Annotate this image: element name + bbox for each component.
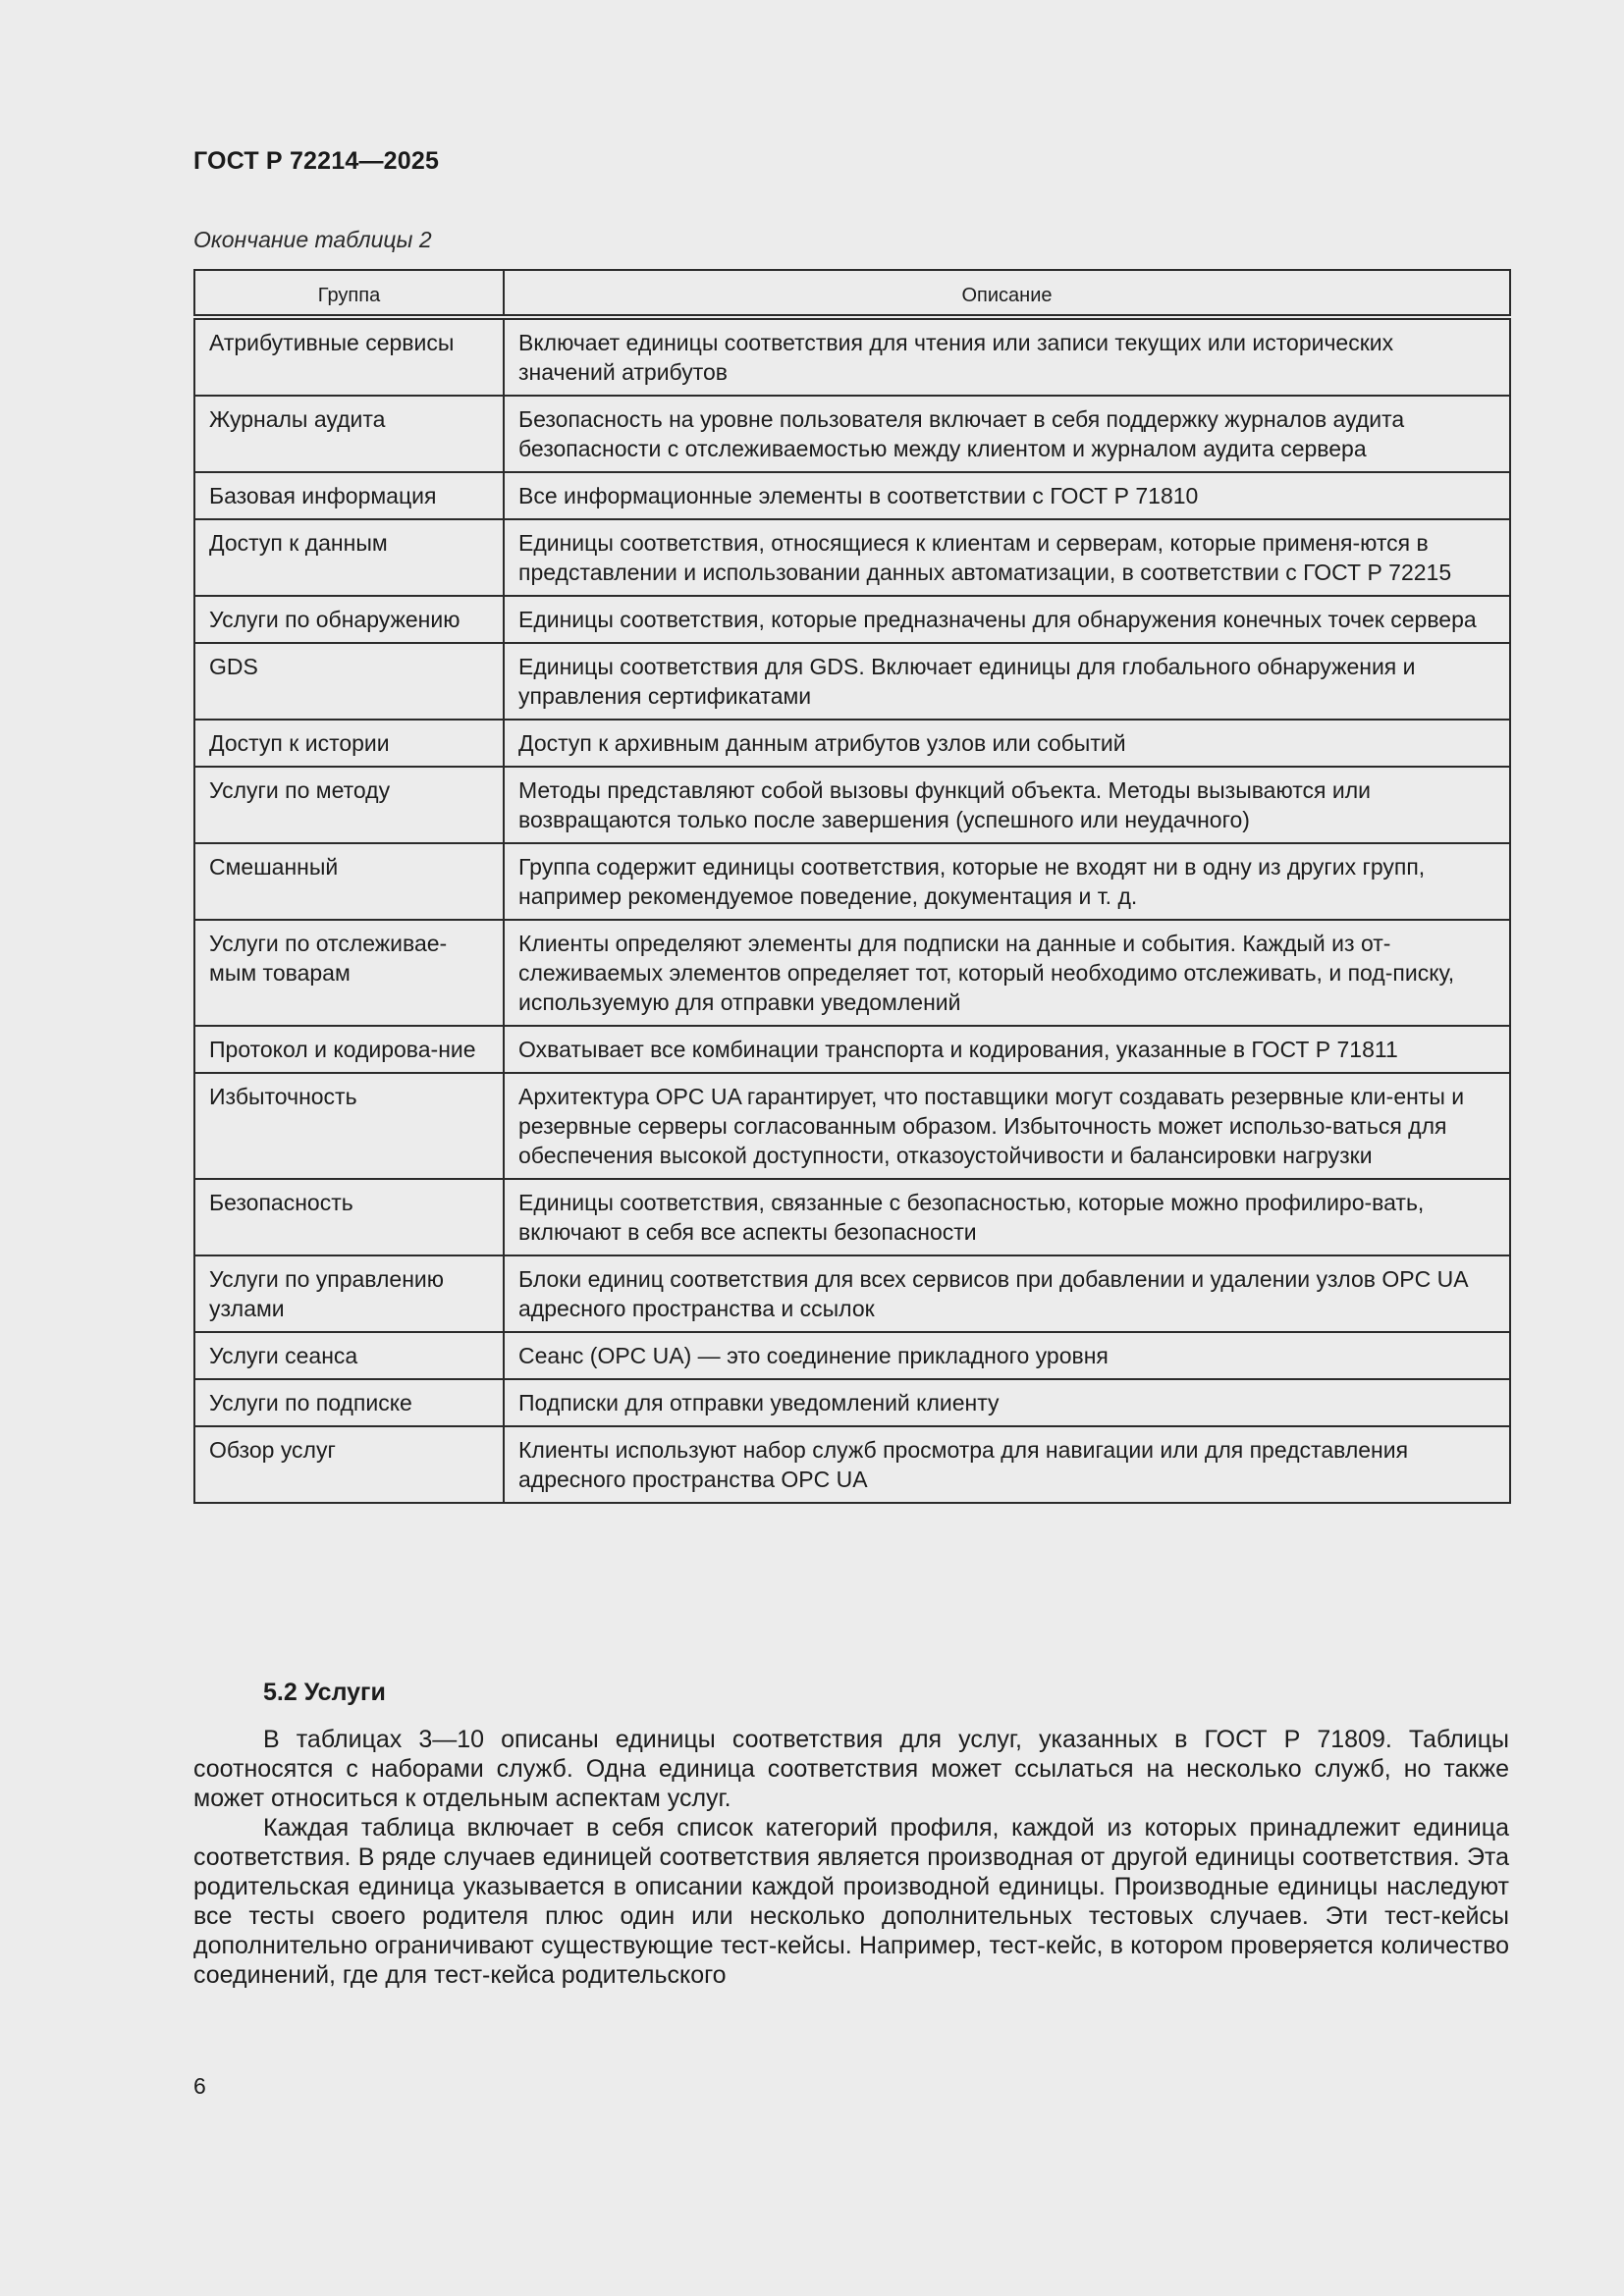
table-row <box>194 1179 1510 1255</box>
description-cell: Блоки единиц соответствия для всех сервисов при добавлении и удалении узлов OPC UA адресного пространства и ссылок <box>504 1255 1510 1332</box>
group-cell: Услуги сеанса <box>194 1332 504 1379</box>
conformance-groups-table <box>193 269 1511 1504</box>
group-cell: GDS <box>194 643 504 720</box>
table-row <box>194 1255 1510 1332</box>
description-cell: Единицы соответствия, которые предназначены для обнаружения конечных точек сервера <box>504 596 1510 643</box>
paragraph: В таблицах 3—10 описаны единицы соответствия для услуг, указанных в ГОСТ Р 71809. Таблицы соотносятся с наборами служб. Одна единица соответствия может ссылаться на несколько служб, но также может относиться к отдельным аспектам услуг. <box>193 1726 1509 1812</box>
section-body <box>193 1725 1509 1990</box>
group-cell: Доступ к данным <box>194 519 504 596</box>
table-row <box>194 317 1510 396</box>
description-cell: Методы представляют собой вызовы функций объекта. Методы вызываются или возвращаются только после завершения (успешного или неудачного) <box>504 767 1510 843</box>
description-cell: Единицы соответствия, относящиеся к клиентам и серверам, которые применя-ются в представлении и использовании данных автоматизации, в соответствии с ГОСТ Р 72215 <box>504 519 1510 596</box>
paragraph: Каждая таблица включает в себя список категорий профиля, каждой из которых принадлежит единица соответствия. В ряде случаев единицей соответствия является производная от другой единицы соответствия. Эта родительская единица указывается в описании каждой производной единицы. Производные единицы наследуют все тесты своего родителя плюс один или несколько дополнительных тестовых случаев. Эти тест-кейсы дополнительно ограничивают существующие тест-кейсы. Например, тест-кейс, в котором проверяется количество соединений, где для тест-кейса родительского <box>193 1814 1509 1989</box>
description-cell: Клиенты используют набор служб просмотра для навигации или для представления адресного пространства OPC UA <box>504 1426 1510 1503</box>
document-code-header: ГОСТ Р 72214—2025 <box>193 147 440 175</box>
table-header-row <box>194 270 1510 317</box>
description-cell: Сеанс (OPC UA) — это соединение прикладного уровня <box>504 1332 1510 1379</box>
group-cell: Услуги по методу <box>194 767 504 843</box>
description-cell: Все информационные элементы в соответствии с ГОСТ Р 71810 <box>504 472 1510 519</box>
table-row <box>194 720 1510 767</box>
description-cell: Архитектура OPC UA гарантирует, что поставщики могут создавать резервные кли-енты и резервные серверы согласованным образом. Избыточность может использо-ваться для обеспечения высокой доступности, отказоустойчивости и балансировки нагрузки <box>504 1073 1510 1179</box>
group-cell: Услуги по отслеживае-мым товарам <box>194 920 504 1026</box>
section-title: 5.2 Услуги <box>263 1679 386 1706</box>
table-row <box>194 596 1510 643</box>
group-cell: Обзор услуг <box>194 1426 504 1503</box>
description-cell: Подписки для отправки уведомлений клиенту <box>504 1379 1510 1426</box>
group-cell: Смешанный <box>194 843 504 920</box>
group-cell: Безопасность <box>194 1179 504 1255</box>
group-cell: Журналы аудита <box>194 396 504 472</box>
group-cell: Протокол и кодирова-ние <box>194 1026 504 1073</box>
table-row <box>194 1379 1510 1426</box>
table-row <box>194 1426 1510 1503</box>
group-cell: Избыточность <box>194 1073 504 1179</box>
page-number: 6 <box>193 2073 206 2099</box>
description-cell: Включает единицы соответствия для чтения или записи текущих или исторических значений атрибутов <box>504 317 1510 396</box>
table-row <box>194 519 1510 596</box>
table-row <box>194 472 1510 519</box>
table-caption: Окончание таблицы 2 <box>193 227 432 252</box>
column-header-group: Группа <box>194 270 504 317</box>
description-cell: Доступ к архивным данным атрибутов узлов или событий <box>504 720 1510 767</box>
table-row <box>194 843 1510 920</box>
table-row <box>194 643 1510 720</box>
column-header-description: Описание <box>504 270 1510 317</box>
group-cell: Услуги по обнаружению <box>194 596 504 643</box>
table-body <box>194 317 1510 1503</box>
description-cell: Безопасность на уровне пользователя включает в себя поддержку журналов аудита безопасности с отслеживаемостью между клиентом и журналом аудита сервера <box>504 396 1510 472</box>
table-row <box>194 920 1510 1026</box>
group-cell: Базовая информация <box>194 472 504 519</box>
table-row <box>194 1026 1510 1073</box>
table-row <box>194 1332 1510 1379</box>
table-row <box>194 767 1510 843</box>
description-cell: Единицы соответствия для GDS. Включает единицы для глобального обнаружения и управления сертификатами <box>504 643 1510 720</box>
description-cell: Клиенты определяют элементы для подписки на данные и события. Каждый из от-слеживаемых элементов определяет тот, который необходимо отслеживать, и под-писку, используемую для отправки уведомлений <box>504 920 1510 1026</box>
description-cell: Группа содержит единицы соответствия, которые не входят ни в одну из других групп, например рекомендуемое поведение, документация и т. д. <box>504 843 1510 920</box>
description-cell: Охватывает все комбинации транспорта и кодирования, указанные в ГОСТ Р 71811 <box>504 1026 1510 1073</box>
group-cell: Атрибутивные сервисы <box>194 317 504 396</box>
group-cell: Доступ к истории <box>194 720 504 767</box>
description-cell: Единицы соответствия, связанные с безопасностью, которые можно профилиро-вать, включают в себя все аспекты безопасности <box>504 1179 1510 1255</box>
group-cell: Услуги по управлению узлами <box>194 1255 504 1332</box>
group-cell: Услуги по подписке <box>194 1379 504 1426</box>
table-row <box>194 396 1510 472</box>
table-row <box>194 1073 1510 1179</box>
